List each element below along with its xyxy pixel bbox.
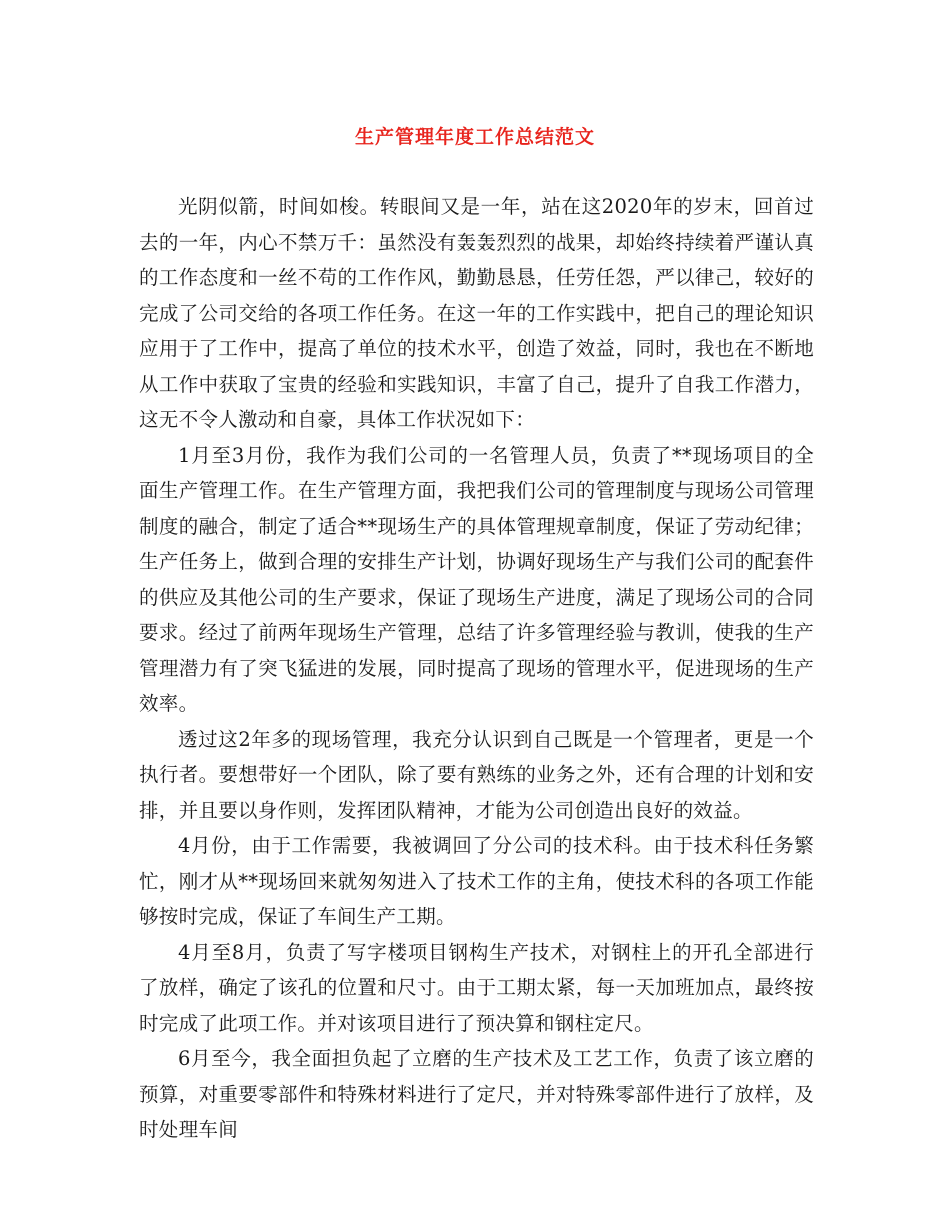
paragraph-team-reflection: 透过这2年多的现场管理，我充分认识到自己既是一个管理者，更是一个执行者。要想带好一个团队，除了要有熟练的业务之外，还有合理的计划和安排，并且要以身作则，发挥团队精神，才能为公司创造出良好的效益。 [139,727,814,822]
paragraph-jan-mar: 1月至3月份，我作为我们公司的一名管理人员，负责了**现场项目的全面生产管理工作。在生产管理方面，我把我们公司的管理制度与现场公司管理制度的融合，制定了适合**现场生产的具体管理规章制度，保证了劳动纪律；生产任务上，做到合理的安排生产计划，协调好现场生产与我们公司的配套件的供应及其他公司的生产要求，保证了现场生产进度，满足了现场公司的合同要求。经过了前两年现场生产管理，总结了许多管理经验与教训，使我的生产管理潜力有了突飞猛进的发展，同时提高了现场的管理水平，促进现场的生产效率。 [139,443,814,715]
paragraph-april: 4月份，由于工作需要，我被调回了分公司的技术科。由于技术科任务繁忙，刚才从**现场回来就匆匆进入了技术工作的主角，使技术科的各项工作能够按时完成，保证了车间生产工期。 [139,834,814,928]
paragraph-june-onward: 6月至今，我全面担负起了立磨的生产技术及工艺工作，负责了该立磨的预算，对重要零部件和特殊材料进行了定尺，并对特殊零部件进行了放样，及时处理车间 [139,1047,814,1141]
paragraph-apr-aug: 4月至8月，负责了写字楼项目钢构生产技术，对钢柱上的开孔全部进行了放样，确定了该孔的位置和尺寸。由于工期太紧，每一天加班加点，最终按时完成了此项工作。并对该项目进行了预决算和钢柱定尺。 [139,940,814,1035]
paragraph-intro: 光阴似箭，时间如梭。转眼间又是一年，站在这2020年的岁末，回首过去的一年，内心不禁万千：虽然没有轰轰烈烈的战果，却始终持续着严谨认真的工作态度和一丝不苟的工作作风，勤勤恳恳，任劳任怨，严以律己，较好的完成了公司交给的各项工作任务。在这一年的工作实践中，把自己的理论知识应用于了工作中，提高了单位的技术水平，创造了效益，同时，我也在不断地从工作中获取了宝贵的经验和实践知识，丰富了自己，提升了自我工作潜力，这无不令人激动和自豪，具体工作状况如下： [139,195,814,431]
document-body [139,189,814,1148]
document-title: 生产管理年度工作总结范文 [354,126,595,148]
